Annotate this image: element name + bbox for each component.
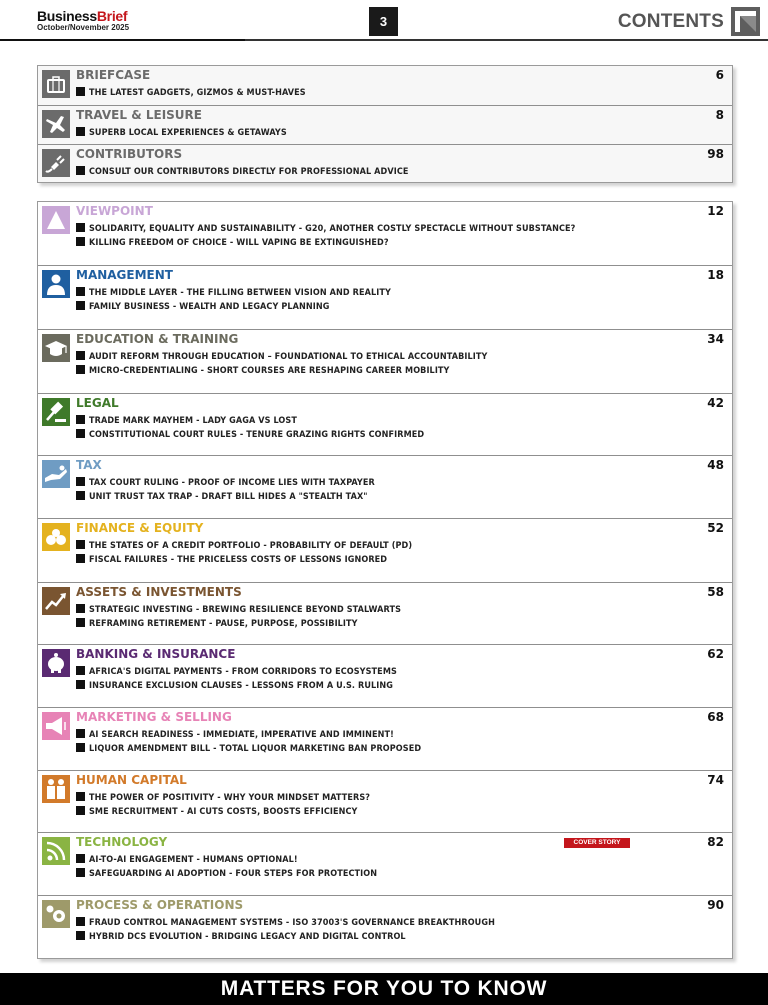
- section-page-number: 34: [707, 332, 724, 346]
- article-item[interactable]: [76, 666, 397, 678]
- article-title: TAX COURT RULING - PROOF OF INCOME LIES WITH TAXPAYER: [89, 478, 375, 488]
- article-item[interactable]: [76, 729, 394, 741]
- article-title: UNIT TRUST TAX TRAP - DRAFT BILL HIDES A "STEALTH TAX": [89, 492, 368, 502]
- section-title[interactable]: TAX: [76, 458, 102, 472]
- section-page-number: 48: [707, 458, 724, 472]
- article-title: KILLING FREEDOM OF CHOICE - WILL VAPING BE EXTINGUISHED?: [89, 238, 389, 248]
- article-item[interactable]: [76, 415, 297, 427]
- bullet-square: [76, 917, 85, 926]
- money-bags-icon: [42, 523, 70, 551]
- toc-entry[interactable]: [38, 770, 732, 833]
- section-title[interactable]: TECHNOLOGY: [76, 835, 168, 849]
- toc-entry[interactable]: [38, 644, 732, 708]
- toc-entry[interactable]: [38, 518, 732, 583]
- section-title[interactable]: EDUCATION & TRAINING: [76, 332, 239, 346]
- gears-icon: [42, 900, 70, 928]
- article-item[interactable]: [76, 680, 393, 692]
- section-page-number: 98: [707, 147, 724, 161]
- brand-name-prefix: Business: [37, 8, 97, 24]
- section-title[interactable]: HUMAN CAPITAL: [76, 773, 187, 787]
- article-title: AUDIT REFORM THROUGH EDUCATION – FOUNDATIONAL TO ETHICAL ACCOUNTABILITY: [89, 352, 488, 362]
- bullet-square: [76, 729, 85, 738]
- toc-entry[interactable]: [38, 707, 732, 771]
- article-title: SAFEGUARDING AI ADOPTION - FOUR STEPS FOR PROTECTION: [89, 869, 378, 879]
- page-number: 3: [369, 7, 398, 36]
- article-item[interactable]: [76, 87, 306, 99]
- article-title: TRADE MARK MAYHEM - LADY GAGA VS LOST: [89, 416, 297, 426]
- bullet-square: [76, 618, 85, 627]
- article-item[interactable]: [76, 287, 391, 299]
- toc-entry[interactable]: [38, 105, 732, 145]
- bullet-square: [76, 491, 85, 500]
- article-item[interactable]: [76, 917, 495, 929]
- bullet-square: [76, 166, 85, 175]
- bullet-square: [76, 854, 85, 863]
- section-page-number: 68: [707, 710, 724, 724]
- bullet-square: [76, 429, 85, 438]
- features-panel: [37, 65, 733, 183]
- triangle-icon: [42, 206, 70, 234]
- article-title: INSURANCE EXCLUSION CLAUSES - LESSONS FROM A U.S. RULING: [89, 681, 393, 691]
- article-item[interactable]: [76, 491, 368, 503]
- section-page-number: 52: [707, 521, 724, 535]
- article-item[interactable]: [76, 166, 409, 178]
- section-page-number: 82: [707, 835, 724, 849]
- graduation-cap-icon: [42, 334, 70, 362]
- article-item[interactable]: [76, 223, 575, 235]
- bullet-square: [76, 604, 85, 613]
- article-title: FISCAL FAILURES - THE PRICELESS COSTS OF LESSONS IGNORED: [89, 555, 388, 565]
- briefcase-icon: [42, 70, 70, 98]
- article-item[interactable]: [76, 806, 357, 818]
- footer-banner: MATTERS FOR YOU TO KNOW: [0, 973, 768, 1005]
- article-title: FRAUD CONTROL MANAGEMENT SYSTEMS - ISO 37003'S GOVERNANCE BREAKTHROUGH: [89, 918, 495, 928]
- contents-title: CONTENTS: [617, 11, 724, 32]
- brand-name-accent: Brief: [96, 8, 128, 24]
- hand-icon: [42, 460, 70, 488]
- section-title[interactable]: LEGAL: [76, 396, 119, 410]
- article-item[interactable]: [76, 743, 421, 755]
- bullet-square: [76, 743, 85, 752]
- brand-name: [37, 9, 129, 23]
- section-page-number: 58: [707, 585, 724, 599]
- article-item[interactable]: [76, 792, 370, 804]
- bullet-square: [76, 127, 85, 136]
- header-divider-accent: [0, 39, 245, 41]
- article-item[interactable]: [76, 854, 298, 866]
- article-item[interactable]: [76, 477, 375, 489]
- toc-entry[interactable]: [38, 832, 732, 896]
- gavel-icon: [42, 398, 70, 426]
- section-page-number: 12: [707, 204, 724, 218]
- brand-logo[interactable]: [37, 9, 129, 33]
- article-title: AI-TO-AI ENGAGEMENT - HUMANS OPTIONAL!: [89, 855, 298, 865]
- article-title: AFRICA'S DIGITAL PAYMENTS - FROM CORRIDORS TO ECOSYSTEMS: [89, 667, 397, 677]
- section-page-number: 74: [707, 773, 724, 787]
- section-title[interactable]: TRAVEL & LEISURE: [76, 108, 202, 122]
- toc-entry[interactable]: [38, 895, 732, 958]
- bullet-square: [76, 868, 85, 877]
- article-item[interactable]: [76, 618, 358, 630]
- article-item[interactable]: [76, 604, 401, 616]
- article-title: CONSTITUTIONAL COURT RULES - TENURE GRAZING RIGHTS CONFIRMED: [89, 430, 425, 440]
- article-title: THE LATEST GADGETS, GIZMOS & MUST-HAVES: [89, 88, 306, 98]
- bullet-square: [76, 806, 85, 815]
- article-title: SUPERB LOCAL EXPERIENCES & GETAWAYS: [89, 128, 287, 138]
- toc-entry[interactable]: [38, 144, 732, 183]
- article-title: THE MIDDLE LAYER - THE FILLING BETWEEN VISION AND REALITY: [89, 288, 391, 298]
- cover-story-badge: COVER STORY: [564, 838, 630, 848]
- article-item[interactable]: [76, 540, 412, 552]
- bullet-square: [76, 554, 85, 563]
- section-page-number: 8: [715, 108, 724, 122]
- plug-icon: [42, 149, 70, 177]
- article-item[interactable]: [76, 868, 377, 880]
- megaphone-icon: [42, 712, 70, 740]
- section-page-number: 42: [707, 396, 724, 410]
- toc-entry[interactable]: [38, 582, 732, 645]
- toc-entry[interactable]: [38, 455, 732, 519]
- section-page-number: 90: [707, 898, 724, 912]
- bullet-square: [76, 365, 85, 374]
- article-title: SME RECRUITMENT - AI CUTS COSTS, BOOSTS EFFICIENCY: [89, 807, 358, 817]
- bullet-square: [76, 792, 85, 801]
- section-title[interactable]: BRIEFCASE: [76, 68, 151, 82]
- article-title: LIQUOR AMENDMENT BILL - TOTAL LIQUOR MARKETING BAN PROPOSED: [89, 744, 422, 754]
- article-title: FAMILY BUSINESS - WEALTH AND LEGACY PLANNING: [89, 302, 330, 312]
- section-title[interactable]: MANAGEMENT: [76, 268, 173, 282]
- toc-entry[interactable]: [38, 202, 732, 265]
- person-icon: [42, 270, 70, 298]
- section-page-number: 62: [707, 647, 724, 661]
- article-title: AI SEARCH READINESS - IMMEDIATE, IMPERATIVE AND IMMINENT!: [89, 730, 394, 740]
- page-corner-icon: [731, 7, 760, 36]
- page-header: [0, 0, 768, 40]
- article-item[interactable]: [76, 931, 406, 943]
- article-item[interactable]: [76, 365, 450, 377]
- departments-panel: [37, 201, 733, 959]
- bullet-square: [76, 666, 85, 675]
- section-title[interactable]: VIEWPOINT: [76, 204, 153, 218]
- article-title: HYBRID DCS EVOLUTION - BRIDGING LEGACY AND DIGITAL CONTROL: [89, 932, 406, 942]
- bullet-square: [76, 301, 85, 310]
- bullet-square: [76, 351, 85, 360]
- bullet-square: [76, 237, 85, 246]
- article-item[interactable]: [76, 351, 487, 363]
- bullet-square: [76, 223, 85, 232]
- article-item[interactable]: [76, 237, 389, 249]
- toc-entry[interactable]: [38, 393, 732, 456]
- trend-up-icon: [42, 587, 70, 615]
- section-page-number: 6: [715, 68, 724, 82]
- people-icon: [42, 775, 70, 803]
- article-title: STRATEGIC INVESTING - BREWING RESILIENCE BEYOND STALWARTS: [89, 605, 402, 615]
- bullet-square: [76, 540, 85, 549]
- bullet-square: [76, 477, 85, 486]
- section-title[interactable]: CONTRIBUTORS: [76, 147, 183, 161]
- issue-date: October/November 2025: [37, 23, 130, 32]
- bullet-square: [76, 680, 85, 689]
- article-title: SOLIDARITY, EQUALITY AND SUSTAINABILITY - G20, ANOTHER COSTLY SPECTACLE WITHOUT SUBSTANCE?: [89, 224, 576, 234]
- bullet-square: [76, 87, 85, 96]
- piggy-bank-icon: [42, 649, 70, 677]
- section-title[interactable]: MARKETING & SELLING: [76, 710, 232, 724]
- article-item[interactable]: [76, 301, 330, 313]
- article-item[interactable]: [76, 429, 424, 441]
- toc-entry[interactable]: [38, 329, 732, 394]
- section-title[interactable]: PROCESS & OPERATIONS: [76, 898, 244, 912]
- rss-icon: [42, 837, 70, 865]
- bullet-square: [76, 931, 85, 940]
- article-title: THE POWER OF POSITIVITY - WHY YOUR MINDSET MATTERS?: [89, 793, 371, 803]
- toc-entry[interactable]: [38, 66, 732, 105]
- section-title[interactable]: BANKING & INSURANCE: [76, 647, 236, 661]
- toc-entry[interactable]: [38, 265, 732, 330]
- article-title: THE STATES OF A CREDIT PORTFOLIO - PROBABILITY OF DEFAULT (PD): [89, 541, 413, 551]
- section-title[interactable]: FINANCE & EQUITY: [76, 521, 204, 535]
- article-title: MICRO-CREDENTIALING - SHORT COURSES ARE RESHAPING CAREER MOBILITY: [89, 366, 450, 376]
- section-title[interactable]: ASSETS & INVESTMENTS: [76, 585, 242, 599]
- bullet-square: [76, 415, 85, 424]
- article-title: REFRAMING RETIREMENT - PAUSE, PURPOSE, POSSIBILITY: [89, 619, 358, 629]
- airplane-icon: [42, 110, 70, 138]
- article-title: CONSULT OUR CONTRIBUTORS DIRECTLY FOR PROFESSIONAL ADVICE: [89, 167, 409, 177]
- section-page-number: 18: [707, 268, 724, 282]
- article-item[interactable]: [76, 127, 287, 139]
- article-item[interactable]: [76, 554, 387, 566]
- bullet-square: [76, 287, 85, 296]
